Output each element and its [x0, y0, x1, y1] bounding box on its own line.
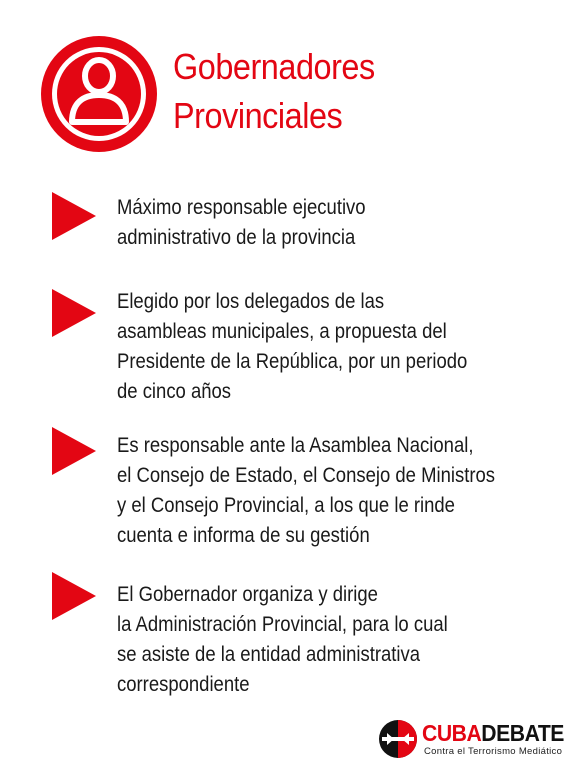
play-arrow-icon — [52, 427, 96, 475]
list-item-line: de cinco años — [117, 380, 232, 403]
list-item-line: la Administración Provincial, para lo cual — [117, 613, 448, 636]
list-item-line: Elegido por los delegados de las — [117, 290, 385, 313]
list-item-line: y el Consejo Provincial, a los que le rinde — [117, 494, 455, 517]
play-arrow-icon — [52, 192, 96, 240]
page-title — [173, 42, 375, 140]
list-item — [117, 431, 557, 551]
play-arrow-icon — [52, 572, 96, 620]
person-circle-icon — [39, 34, 159, 154]
list-item-line: Máximo responsable ejecutivo — [117, 196, 366, 219]
list-item-line: Presidente de la República, por un periodo — [117, 350, 468, 373]
cubadebate-logo-icon — [378, 719, 418, 759]
list-item-line: administrativo de la provincia — [117, 226, 356, 249]
logo-tagline: Contra el Terrorismo Mediático — [424, 746, 563, 757]
cubadebate-logo — [378, 719, 564, 763]
list-item-line: El Gobernador organiza y dirige — [117, 583, 378, 606]
logo-name — [422, 721, 564, 745]
list-item — [117, 580, 557, 700]
list-item-line: asambleas municipales, a propuesta del — [117, 320, 447, 343]
list-item — [117, 287, 557, 407]
list-item-line: Es responsable ante la Asamblea Nacional, — [117, 434, 474, 457]
play-arrow-icon — [52, 289, 96, 337]
logo-name-part1: CUBA — [422, 720, 482, 746]
list-item-line: el Consejo de Estado, el Consejo de Ministros — [117, 464, 496, 487]
list-item-line: cuenta e informa de su gestión — [117, 524, 370, 547]
logo-name-part2: DEBATE — [481, 720, 564, 746]
list-item — [117, 193, 557, 253]
page-title-line: Provinciales — [173, 95, 343, 136]
list-item-line: se asiste de la entidad administrativa — [117, 643, 421, 666]
page-title-line: Gobernadores — [173, 46, 375, 87]
list-item-line: correspondiente — [117, 673, 250, 696]
